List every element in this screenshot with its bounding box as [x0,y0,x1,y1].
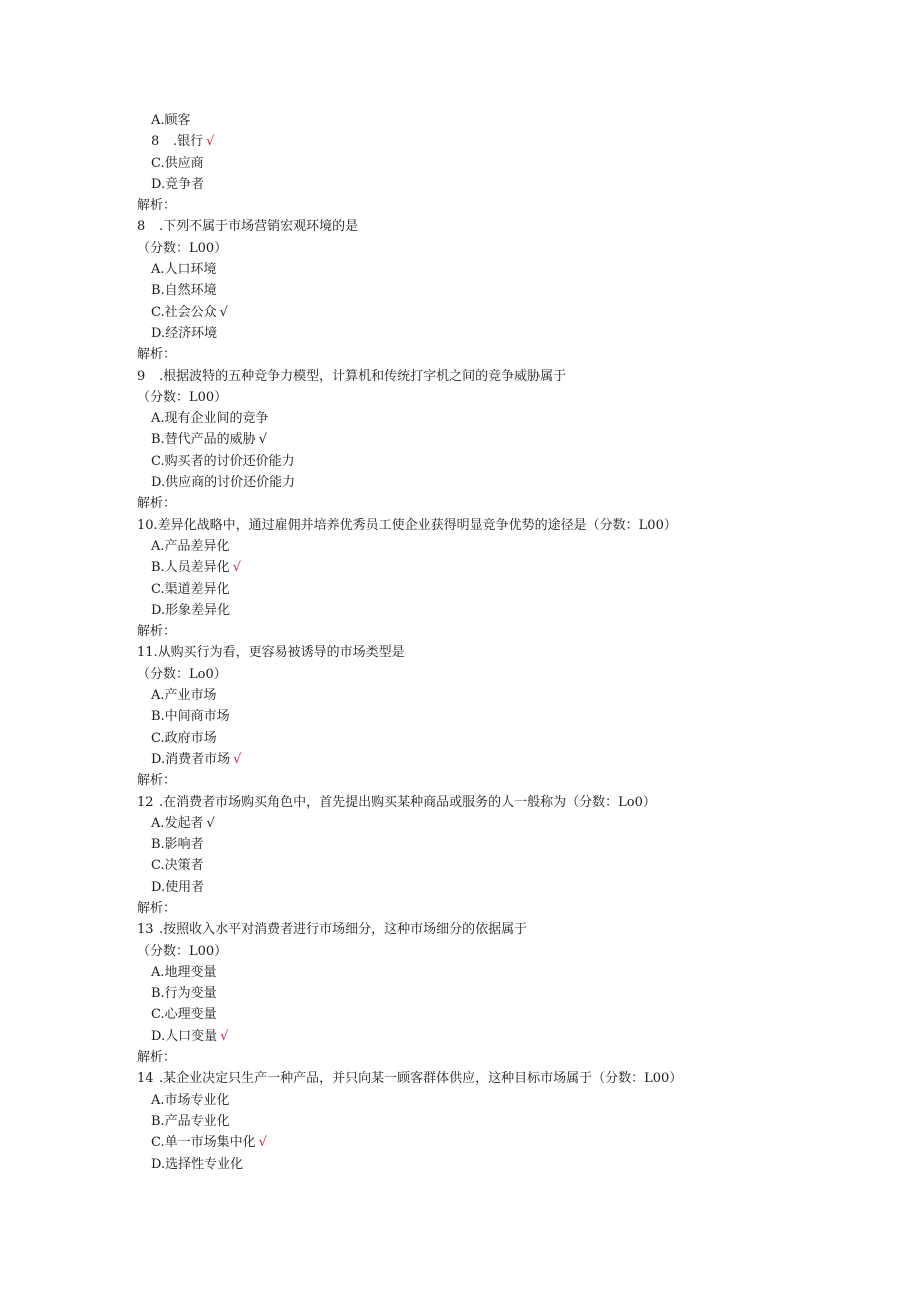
line-text: 11.从购买行为看，更容易被诱导的市场类型是 [137,645,405,661]
answer-option [137,1154,877,1175]
answer-option [137,536,877,557]
line-text: A.现有企业间的竞争 [151,411,269,427]
line-text: D.选择性专业化 [151,1156,244,1172]
answer-option [137,579,877,600]
answer-option [137,1026,877,1047]
line-text: B.中间商市场 [151,709,230,725]
answer-option [137,472,877,493]
question-number: 12 [137,794,154,810]
line-text: （分数：Lo0） [137,666,227,682]
answer-option [137,131,877,152]
line-text: .按照收入水平对消费者进行市场细分，这种市场细分的依据属于 [159,922,528,938]
correct-check-icon: √ [219,304,228,320]
line-text: A.发起者 [151,815,204,831]
correct-check-icon: √ [232,560,241,576]
analysis-label [137,898,877,919]
answer-option [137,323,877,344]
line-text: D.竞争者 [151,176,205,192]
answer-option [137,962,877,983]
line-text: C.心理变量 [151,1007,217,1023]
line-text: A.地理变量 [151,964,217,980]
answer-option [137,1090,877,1111]
line-text: A.产品差异化 [151,538,230,554]
answer-option [137,877,877,898]
question-number: 8 [151,134,160,150]
line-text: .银行 [173,134,204,150]
answer-option [137,280,877,301]
answer-option [137,408,877,429]
line-text: D.消费者市场 [151,751,231,767]
line-text: D.使用者 [151,879,205,895]
line-text: 解析： [137,1050,177,1066]
correct-check-icon: √ [206,134,215,150]
line-text: 10.差异化战略中，通过雇佣并培养优秀员工使企业获得明显竞争优势的途径是（分数：L00） [137,517,677,533]
answer-option [137,1004,877,1025]
answer-option [137,983,877,1004]
answer-option [137,813,877,834]
question-number: 9 [137,368,146,384]
line-text: （分数：L00） [137,943,228,959]
line-text: B.产品专业化 [151,1113,230,1129]
line-text: B.影响者 [151,837,204,853]
correct-check-icon: √ [220,1028,229,1044]
line-text: （分数：L00） [137,240,228,256]
question-text [137,216,877,237]
line-text: C.政府市场 [151,730,217,746]
line-text: C.供应商 [151,155,204,171]
question-text [137,919,877,940]
analysis-label [137,344,877,365]
question-number: 8 [137,219,146,235]
line-text: D.人口变量 [151,1028,218,1044]
correct-check-icon: √ [258,432,267,448]
question-text [137,642,877,663]
question-text [137,238,877,259]
answer-option [137,557,877,578]
line-text: A.产业市场 [151,688,217,704]
line-text: 解析： [137,198,177,214]
question-text [137,941,877,962]
correct-check-icon: √ [258,1135,267,1151]
answer-option [137,1111,877,1132]
line-text: A.顾客 [151,113,191,128]
correct-check-icon: √ [233,751,242,767]
answer-option [137,302,877,323]
answer-option [137,174,877,195]
line-text: B.人员差异化 [151,560,230,576]
answer-option [137,110,877,131]
answer-option [137,259,877,280]
question-number: 14 [137,1071,154,1087]
line-text: C.社会公众 [151,304,217,320]
answer-option [137,600,877,621]
line-text: （分数：L00） [137,389,228,405]
answer-option [137,749,877,770]
question-text [137,387,877,408]
analysis-label [137,770,877,791]
answer-option [137,153,877,174]
line-text: D.供应商的讨价还价能力 [151,475,296,491]
analysis-label [137,1047,877,1068]
line-text: A.市场专业化 [151,1092,230,1108]
question-text [137,664,877,685]
line-text: C.购买者的讨价还价能力 [151,453,295,469]
analysis-label [137,195,877,216]
line-text: 解析： [137,773,177,789]
line-text: .下列不属于市场营销宏观环境的是 [159,219,359,235]
line-text: 解析： [137,347,177,363]
line-text: C.单一市场集中化 [151,1135,256,1151]
line-text: .在消费者市场购买角色中，首先提出购买某种商品或服务的人一般称为（分数：Lo0） [159,794,656,810]
analysis-label [137,621,877,642]
line-text: 解析： [137,624,177,640]
question-text [137,515,877,536]
answer-option [137,1132,877,1153]
line-text: A.人口环境 [151,262,217,278]
line-text: B.行为变量 [151,986,217,1002]
line-text: 解析： [137,496,177,512]
line-text: .根据波特的五种竞争力模型，计算机和传统打字机之间的竞争威胁属于 [159,368,567,384]
correct-check-icon: √ [206,815,215,831]
question-text [137,1068,877,1089]
line-text: D.经济环境 [151,325,218,341]
line-text: 解析： [137,900,177,916]
exam-document [137,110,877,1175]
answer-option [137,685,877,706]
question-text [137,792,877,813]
question-text [137,366,877,387]
line-text: B.自然环境 [151,283,217,299]
answer-option [137,728,877,749]
answer-option [137,855,877,876]
answer-option [137,706,877,727]
question-number: 13 [137,922,154,938]
analysis-label [137,493,877,514]
line-text: B.替代产品的威胁 [151,432,256,448]
line-text: .某企业决定只生产一种产品，并只向某一顾客群体供应，这种目标市场属于（分数：L00） [159,1071,683,1087]
line-text: C.渠道差异化 [151,581,230,597]
line-text: D.形象差异化 [151,602,231,618]
line-text: C.决策者 [151,858,204,874]
answer-option [137,429,877,450]
answer-option [137,451,877,472]
answer-option [137,834,877,855]
